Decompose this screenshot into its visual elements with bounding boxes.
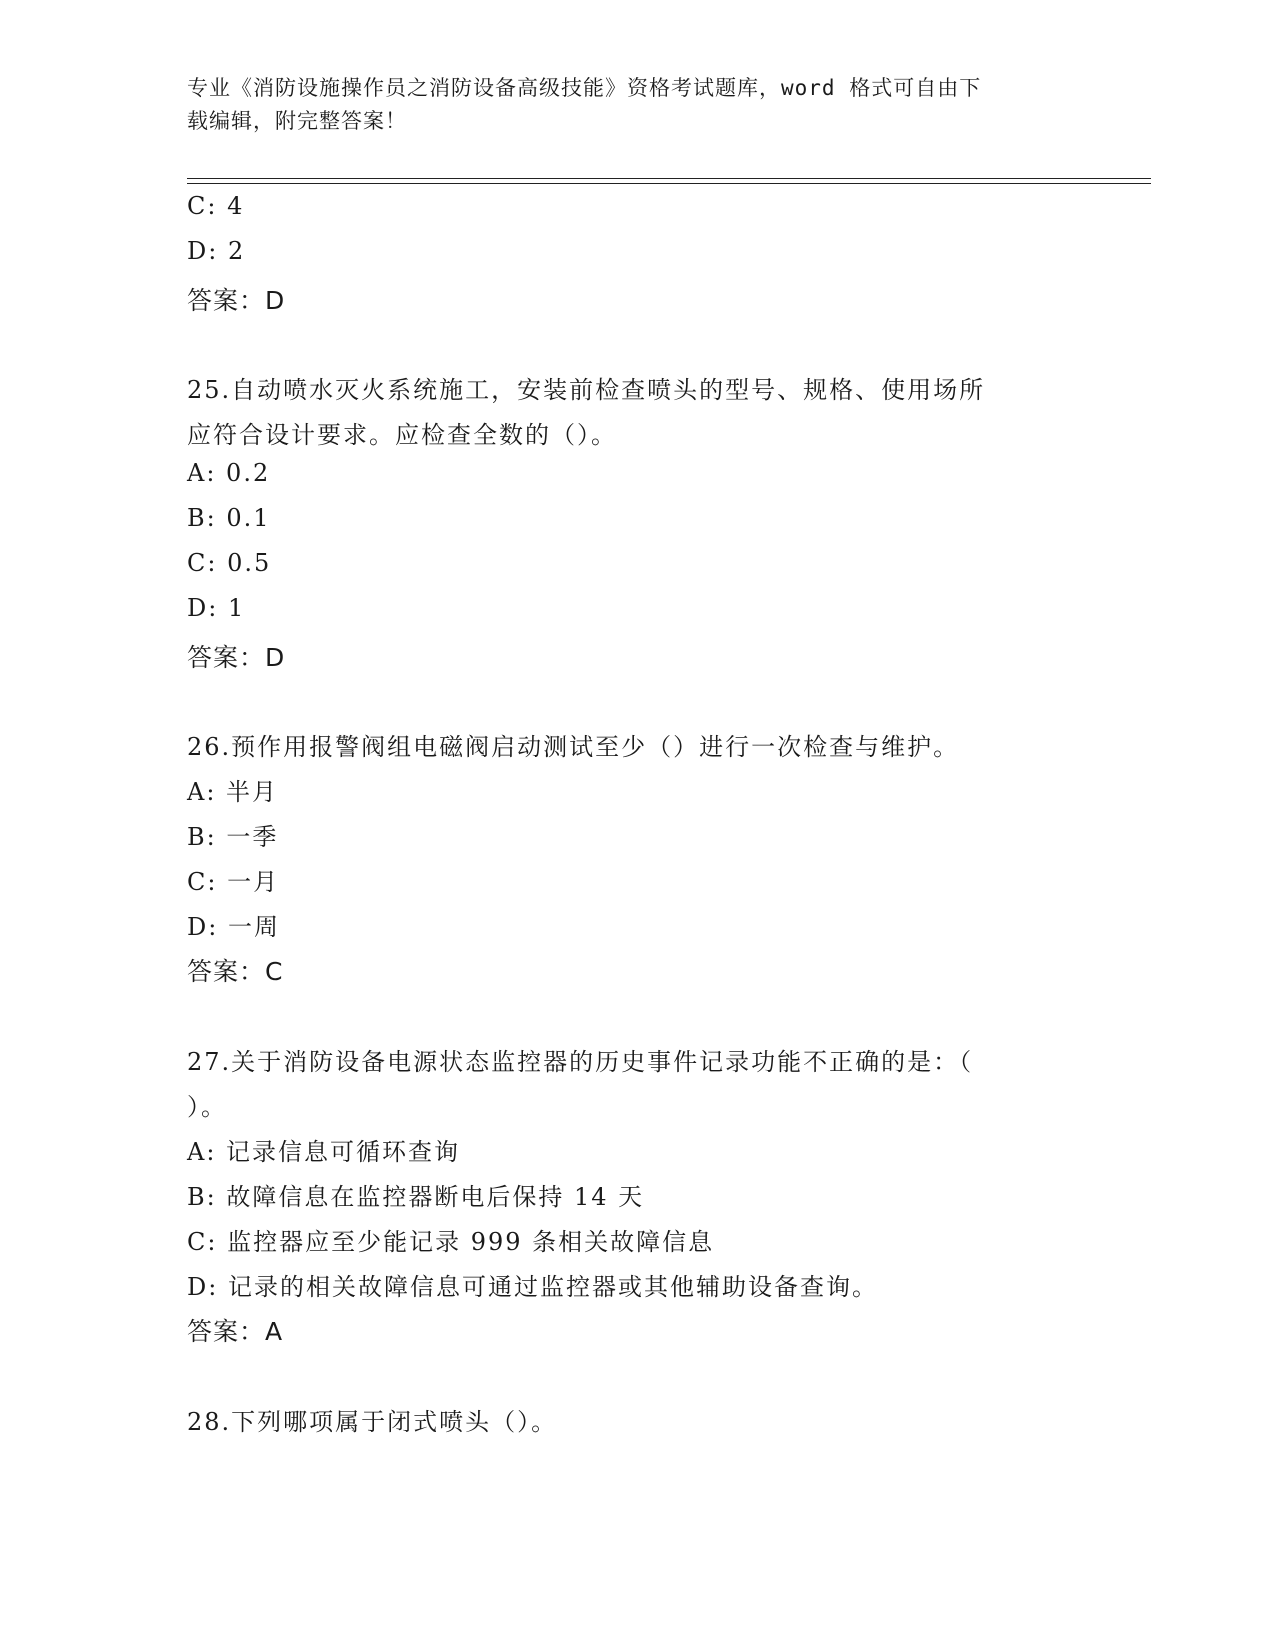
option-line: D: 记录的相关故障信息可通过监控器或其他辅助设备查询。 — [187, 1273, 878, 1301]
option-line: C: 监控器应至少能记录 999 条相关故障信息 — [187, 1228, 715, 1256]
header-line-1: 专业《消防设施操作员之消防设备高级技能》资格考试题库，word 格式可自由下 — [187, 76, 982, 100]
question-text: ）。 — [187, 1093, 227, 1121]
answer-line: 答案：A — [187, 1317, 284, 1346]
answer-line: 答案：C — [187, 957, 284, 986]
option-line: C: 一月 — [187, 868, 280, 896]
option-line: B: 故障信息在监控器断电后保持 14 天 — [187, 1183, 645, 1211]
option-line: A: 0.2 — [187, 459, 271, 487]
option-line: A: 记录信息可循环查询 — [187, 1138, 461, 1166]
question-text: 25.自动喷水灭火系统施工，安装前检查喷头的型号、规格、使用场所 — [187, 376, 986, 404]
option-line: A: 半月 — [187, 778, 279, 806]
option-line: D: 2 — [187, 237, 246, 265]
header-divider-top — [187, 178, 1151, 179]
question-text: 28.下列哪项属于闭式喷头（）。 — [187, 1408, 558, 1436]
option-line: B: 一季 — [187, 823, 279, 851]
question-text: 27.关于消防设备电源状态监控器的历史事件记录功能不正确的是：（ — [187, 1048, 974, 1076]
answer-line: 答案：D — [187, 286, 286, 315]
answer-line: 答案：D — [187, 643, 286, 672]
question-text: 26.预作用报警阀组电磁阀启动测试至少（）进行一次检查与维护。 — [187, 733, 960, 761]
header-divider-bottom — [187, 183, 1151, 184]
option-line: C: 0.5 — [187, 549, 272, 577]
option-line: B: 0.1 — [187, 504, 271, 532]
document-header — [187, 72, 1067, 138]
question-text: 应符合设计要求。应检查全数的（）。 — [187, 421, 617, 449]
option-line: D: 一周 — [187, 913, 280, 941]
header-line-2: 载编辑，附完整答案！ — [187, 109, 407, 133]
option-line: C: 4 — [187, 192, 245, 220]
option-line: D: 1 — [187, 594, 246, 622]
